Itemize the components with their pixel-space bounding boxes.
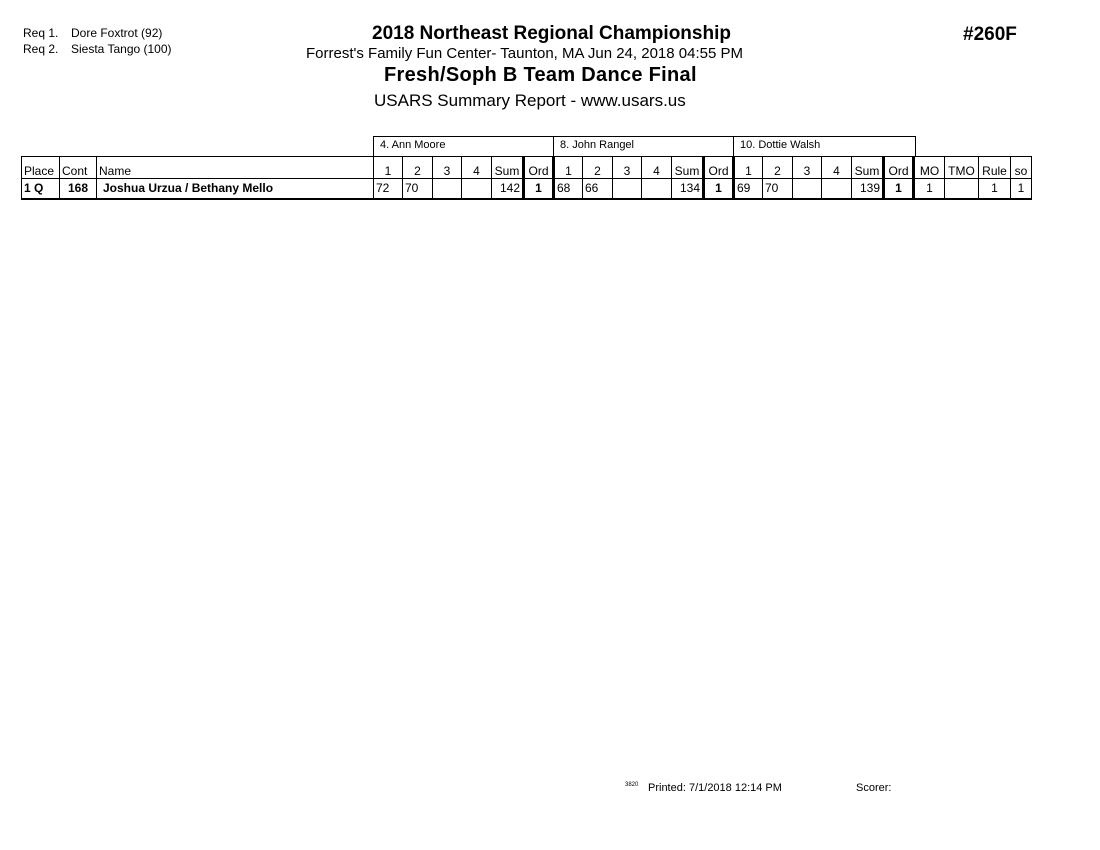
- judge-header-3: 10. Dottie Walsh: [733, 136, 916, 156]
- judge-header-2: 8. John Rangel: [553, 136, 734, 156]
- col-place: Place: [22, 157, 60, 179]
- col-mo: MO: [914, 157, 945, 179]
- col-so: so: [1011, 157, 1032, 179]
- cont-cell: 168: [60, 179, 97, 199]
- table-row: [22, 179, 1032, 199]
- col-j2-sum: Sum: [672, 157, 704, 179]
- col-j3-mark2: 2: [763, 157, 793, 179]
- j1-mark2-cell: 70: [403, 179, 433, 199]
- j2-mark2-cell: 66: [583, 179, 613, 199]
- col-tmo: TMO: [945, 157, 979, 179]
- name-cell: Joshua Urzua / Bethany Mello: [97, 179, 374, 199]
- report-code: 3820: [625, 782, 639, 788]
- col-cont: Cont: [60, 157, 97, 179]
- scorer-label: Scorer:: [856, 782, 892, 794]
- requirement-1: [23, 25, 162, 41]
- event-number: #260F: [963, 24, 1017, 45]
- col-j2-ord: Ord: [704, 157, 734, 179]
- j1-sum-cell: 142: [492, 179, 524, 199]
- j1-mark1-cell: 72: [374, 179, 403, 199]
- so-cell: 1: [1011, 179, 1032, 199]
- j2-mark4-cell: [642, 179, 672, 199]
- j2-mark3-cell: [613, 179, 642, 199]
- tmo-cell: [945, 179, 979, 199]
- col-rule: Rule: [979, 157, 1011, 179]
- j3-mark4-cell: [822, 179, 852, 199]
- j1-mark4-cell: [462, 179, 492, 199]
- requirement-number: Req 1.: [23, 26, 59, 40]
- requirement-dance: Dore Foxtrot (92): [71, 26, 163, 40]
- col-j2-mark1: 1: [554, 157, 583, 179]
- j3-mark3-cell: [793, 179, 822, 199]
- requirement-number: Req 2.: [23, 42, 59, 56]
- j1-ord-cell: 1: [524, 179, 554, 199]
- col-j3-sum: Sum: [852, 157, 884, 179]
- requirement-dance: Siesta Tango (100): [71, 42, 172, 56]
- col-j1-sum: Sum: [492, 157, 524, 179]
- requirement-2: [23, 41, 172, 57]
- j2-ord-cell: 1: [704, 179, 734, 199]
- j3-sum-cell: 139: [852, 179, 884, 199]
- col-j1-mark1: 1: [374, 157, 403, 179]
- col-j1-mark3: 3: [433, 157, 462, 179]
- j1-mark3-cell: [433, 179, 462, 199]
- col-j1-mark2: 2: [403, 157, 433, 179]
- printed-timestamp: Printed: 7/1/2018 12:14 PM: [648, 782, 782, 794]
- col-j3-ord: Ord: [884, 157, 914, 179]
- j3-mark1-cell: 69: [734, 179, 763, 199]
- col-name: Name: [97, 157, 374, 179]
- col-j1-ord: Ord: [524, 157, 554, 179]
- j2-mark1-cell: 68: [554, 179, 583, 199]
- col-j2-mark3: 3: [613, 157, 642, 179]
- judge-header-1: 4. Ann Moore: [373, 136, 554, 156]
- page-title: 2018 Northeast Regional Championship: [372, 23, 731, 44]
- place-cell: 1 Q: [22, 179, 60, 199]
- table-header-row: [22, 157, 1032, 179]
- j3-ord-cell: 1: [884, 179, 914, 199]
- mo-cell: 1: [914, 179, 945, 199]
- col-j3-mark4: 4: [822, 157, 852, 179]
- col-j3-mark1: 1: [734, 157, 763, 179]
- col-j3-mark3: 3: [793, 157, 822, 179]
- event-name: Fresh/Soph B Team Dance Final: [384, 64, 697, 86]
- event-location: Forrest's Family Fun Center- Taunton, MA Jun 24, 2018 04:55 PM: [306, 45, 743, 62]
- j3-mark2-cell: 70: [763, 179, 793, 199]
- col-j1-mark4: 4: [462, 157, 492, 179]
- col-j2-mark4: 4: [642, 157, 672, 179]
- j2-sum-cell: 134: [672, 179, 704, 199]
- report-title: USARS Summary Report - www.usars.us: [374, 91, 686, 110]
- rule-cell: 1: [979, 179, 1011, 199]
- results-table: [21, 156, 1032, 200]
- col-j2-mark2: 2: [583, 157, 613, 179]
